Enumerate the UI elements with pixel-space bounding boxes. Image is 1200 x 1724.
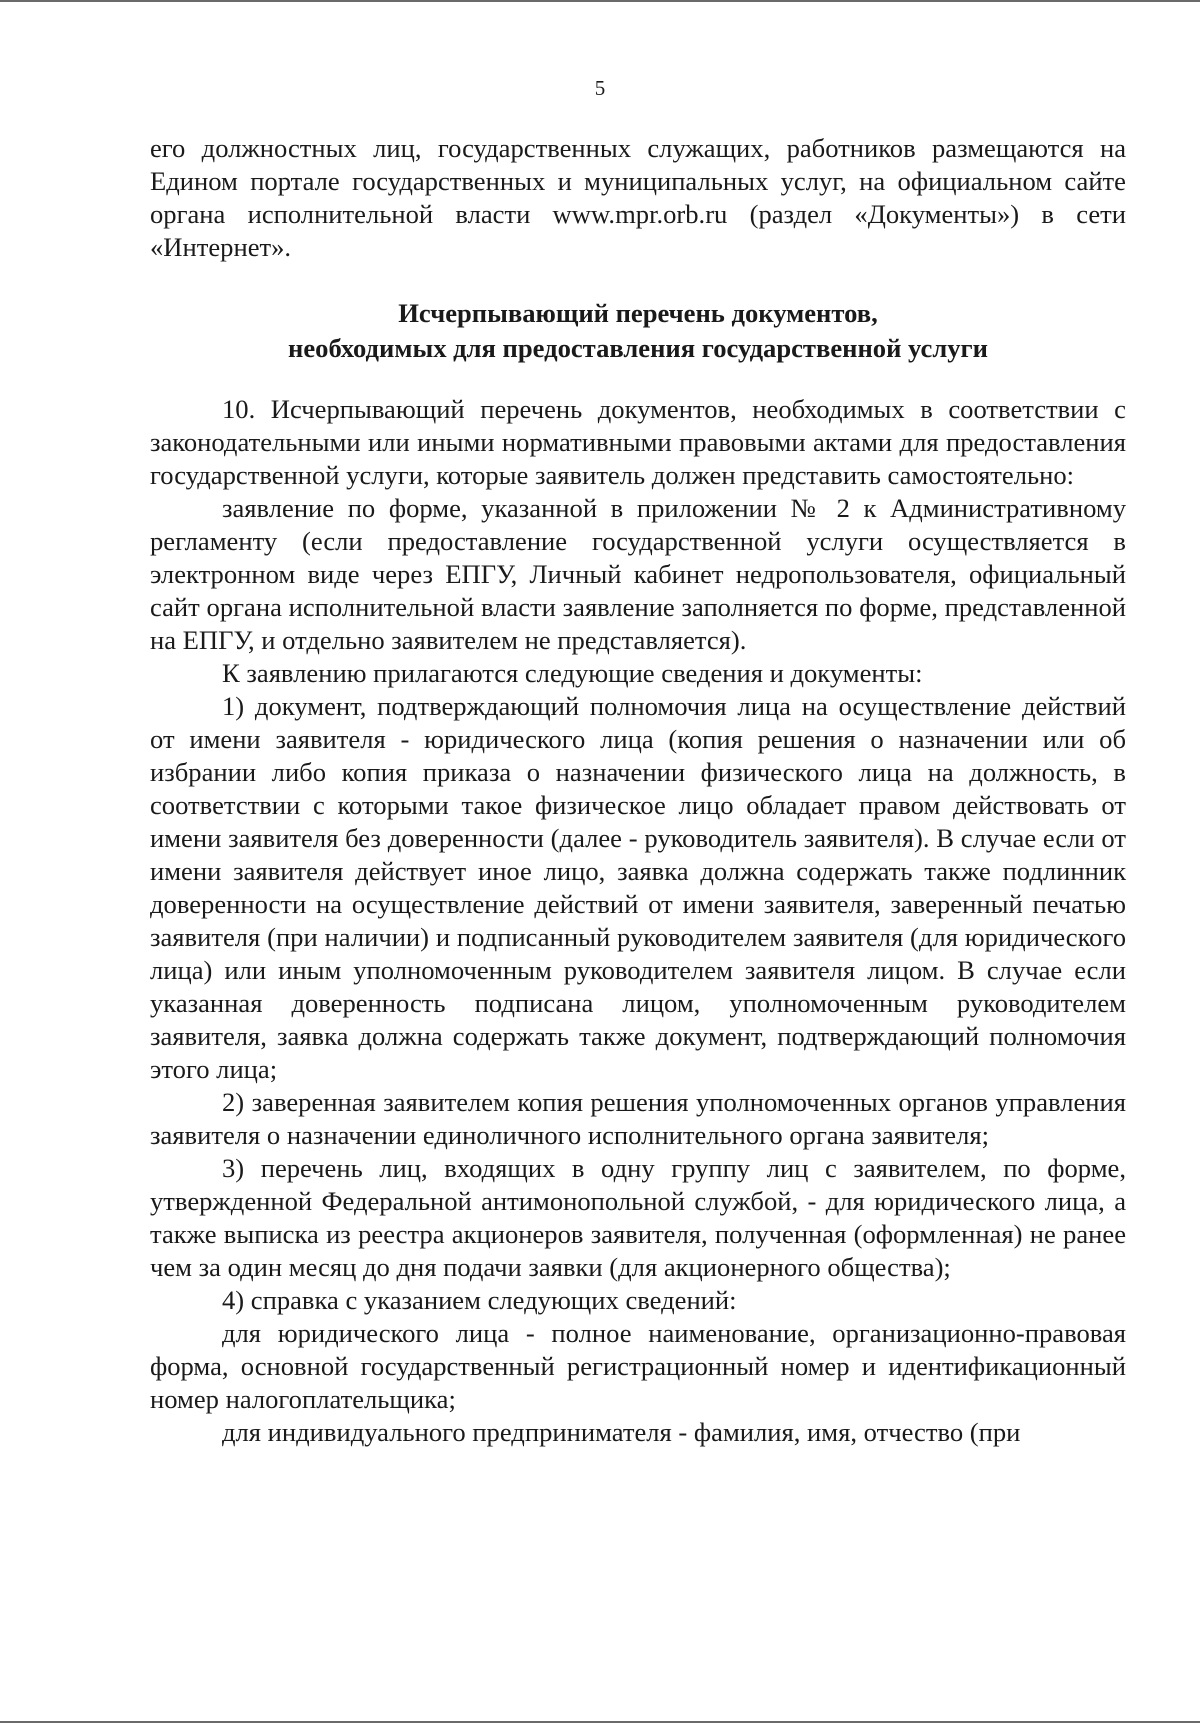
section-heading [150, 296, 1126, 366]
paragraph-entrepreneur-info: для индивидуального предпринимателя - фамилия, имя, отчество (при [222, 1417, 1021, 1447]
section-heading-line-2: необходимых для предоставления государственной услуги [288, 333, 988, 363]
paragraph-attachment-4: 4) справка с указанием следующих сведений: [222, 1285, 737, 1315]
page-number: 5 [594, 76, 606, 100]
paragraph-legal-entity-info: для юридического лица - полное наименование, организационно-правовая форма, основной государственный регистрационный номер и идентификационный номер налогоплательщика; [150, 1318, 1126, 1414]
paragraph-attachments-intro: К заявлению прилагаются следующие сведения и документы: [222, 658, 923, 688]
section-heading-line-1: Исчерпывающий перечень документов, [398, 298, 878, 328]
paragraph-attachment-1: 1) документ, подтверждающий полномочия лица на осуществление действий от имени заявителя - юридического лица (копия решения о назначении или об избрании либо копия приказа о назначении физического лица на должность, в соответствии с которыми такое физическое лицо обладает правом действовать от имени заявителя без доверенности (далее - руководитель заявителя). В случае если от имени заявителя действует иное лицо, заявка должна содержать также подлинник доверенности на осуществление действий от имени заявителя, заверенный печатью заявителя (при наличии) и подписанный руководителем заявителя (для юридического лица) или иным уполномоченным руководителем заявителя лицом. В случае если указанная доверенность подписана лицом, уполномоченным руководителем заявителя, заявка должна содержать также документ, подтверждающий полномочия этого лица; [150, 691, 1126, 1084]
paragraph-item-10: 10. Исчерпывающий перечень документов, необходимых в соответствии с законодательными или иными нормативными правовыми актами для предоставления государственной услуги, которые заявитель должен представить самостоятельно: [150, 394, 1126, 490]
opening-paragraph: его должностных лиц, государственных служащих, работников размещаются на Едином портале государственных и муниципальных услуг, на официальном сайте органа исполнительной власти www.mpr.orb.ru (раздел «Документы») в сети «Интернет». [150, 133, 1126, 262]
scan-bottom-edge-line [0, 1721, 1200, 1723]
paragraph-application-form: заявление по форме, указанной в приложении № 2 к Административному регламенту (если предоставление государственной услуги осуществляется в электронном виде через ЕПГУ, Личный кабинет недропользователя, официальный сайт органа исполнительной власти заявление заполняется по форме, представленной на ЕПГУ, и отдельно заявителем не представляется). [150, 493, 1126, 655]
scan-top-edge-line [0, 0, 1200, 2]
paragraph-attachment-2: 2) заверенная заявителем копия решения уполномоченных органов управления заявителя о назначении единоличного исполнительного органа заявителя; [150, 1087, 1126, 1150]
document-body [150, 132, 1126, 1449]
paragraph-attachment-3: 3) перечень лиц, входящих в одну группу лиц с заявителем, по форме, утвержденной Федеральной антимонопольной службой, - для юридического лица, а также выписка из реестра акционеров заявителя, полученная (оформленная) не ранее чем за один месяц до дня подачи заявки (для акционерного общества); [150, 1153, 1126, 1282]
